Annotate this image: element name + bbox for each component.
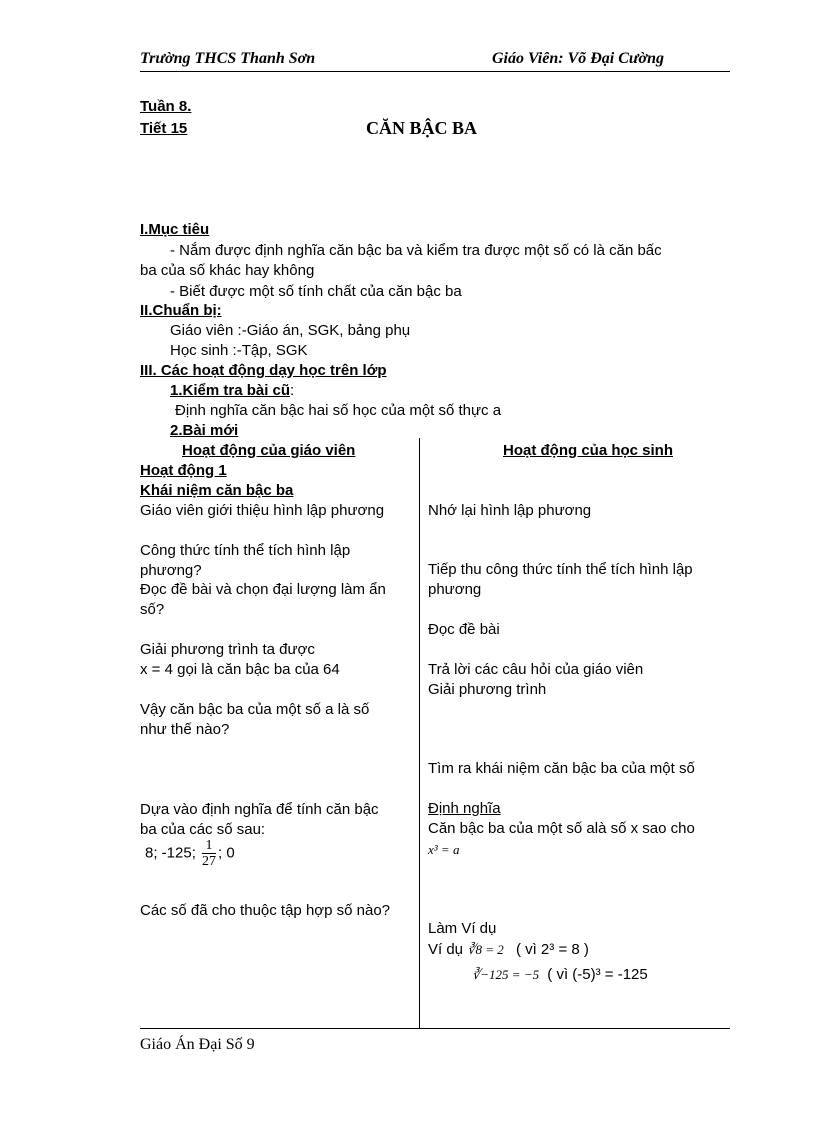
definition-heading: Định nghĩa	[428, 800, 501, 817]
teacher-name: Giáo Viên: Võ Đại Cường	[492, 50, 664, 67]
review-heading	[170, 382, 294, 399]
column-divider	[419, 438, 420, 1028]
review-colon: :	[290, 382, 295, 399]
teacher-step-3b: số?	[140, 601, 165, 618]
preparation-heading: II.Chuẩn bị:	[140, 302, 222, 319]
activity-title: Hoạt động 1	[140, 462, 227, 479]
col-header-teacher: Hoạt động của giáo viên	[182, 442, 356, 459]
col-header-student: Hoạt động của học sinh	[503, 442, 674, 459]
lesson-label: Tiết 15	[140, 120, 188, 137]
student-step-3: Đọc đề bài	[428, 621, 500, 638]
example-2	[472, 966, 648, 983]
page-title: CĂN BẬC BA	[366, 118, 478, 138]
teacher-step-3a: Đọc đề bài và chọn đại lượng làm ẩn	[140, 581, 386, 598]
new-lesson-heading: 2.Bài mới	[170, 422, 239, 439]
teacher-step-5: x = 4 gọi là căn bậc ba của 64	[140, 661, 340, 678]
teacher-step-1: Giáo viên giới thiệu hình lập phương	[140, 502, 385, 519]
teacher-prep: Giáo viên :-Giáo án, SGK, bảng phụ	[170, 322, 411, 339]
objective-line-3: - Biết được một số tính chất của căn bậc ba	[170, 283, 462, 300]
header-rule	[140, 71, 730, 72]
concept-title: Khái niệm căn bậc ba	[140, 482, 294, 499]
teacher-step-7a: Dựa vào định nghĩa để tính căn bậc	[140, 801, 379, 818]
definition-formula: x³ = a	[428, 842, 460, 857]
objective-line-2: ba của số khác hay không	[140, 262, 315, 279]
example-1-formula: ∛8 = 2	[467, 942, 504, 957]
example-2-note: ( vì (-5)³ = -125	[547, 966, 648, 983]
fraction-denominator: 27	[202, 854, 217, 869]
objective-line-1: - Nắm được định nghĩa căn bậc ba và kiểm tra được một số có là căn bấc	[170, 242, 662, 259]
teacher-step-2a: Công thức tính thể tích hình lập	[140, 542, 351, 559]
definition-text: Căn bậc ba của một số alà số x sao cho	[428, 820, 695, 837]
example-1-label: Ví dụ	[428, 941, 464, 958]
student-prep: Học sinh :-Tập, SGK	[170, 342, 308, 359]
fraction-1-27	[202, 838, 216, 869]
example-2-formula: ∛−125 = −5	[472, 967, 540, 982]
footer-text: Giáo Án Đại Số 9	[140, 1036, 255, 1053]
example-heading: Làm Ví dụ	[428, 920, 497, 937]
numbers-a: 8; -125;	[145, 844, 196, 862]
teacher-step-6b: như thế nào?	[140, 721, 230, 738]
number-list	[145, 838, 235, 869]
review-title: 1.Kiểm tra bài cũ	[170, 382, 291, 399]
student-step-4a: Trả lời các câu hỏi của giáo viên	[428, 661, 644, 678]
fraction-numerator: 1	[202, 838, 216, 854]
objectives-heading: I.Mục tiêu	[140, 221, 210, 238]
student-step-5: Tìm ra khái niệm căn bậc ba của một số	[428, 760, 695, 777]
example-1-note: ( vì 2³ = 8 )	[515, 941, 589, 958]
teacher-step-6a: Vậy căn bậc ba của một số a là số	[140, 701, 370, 718]
student-step-4b: Giải phương trình	[428, 681, 547, 698]
footer-rule	[140, 1028, 730, 1029]
teacher-step-8: Các số đã cho thuộc tập hợp số nào?	[140, 902, 391, 919]
activities-heading: III. Các hoạt động dạy học trên lớp	[140, 362, 387, 379]
teacher-step-2b: phương?	[140, 562, 202, 579]
teacher-step-4: Giải phương trình ta được	[140, 641, 315, 658]
example-1	[428, 941, 589, 958]
student-step-2a: Tiếp thu công thức tính thể tích hình lập	[428, 561, 693, 578]
teacher-step-7b: ba của các số sau:	[140, 821, 266, 838]
review-text: Định nghĩa căn bậc hai số học của một số thực a	[175, 402, 502, 419]
week-label: Tuần 8.	[140, 98, 192, 115]
student-step-1: Nhớ lại hình lập phương	[428, 502, 592, 519]
numbers-b: ; 0	[218, 844, 235, 862]
student-step-2b: phương	[428, 581, 482, 598]
school-name: Trường THCS Thanh Sơn	[140, 50, 316, 67]
